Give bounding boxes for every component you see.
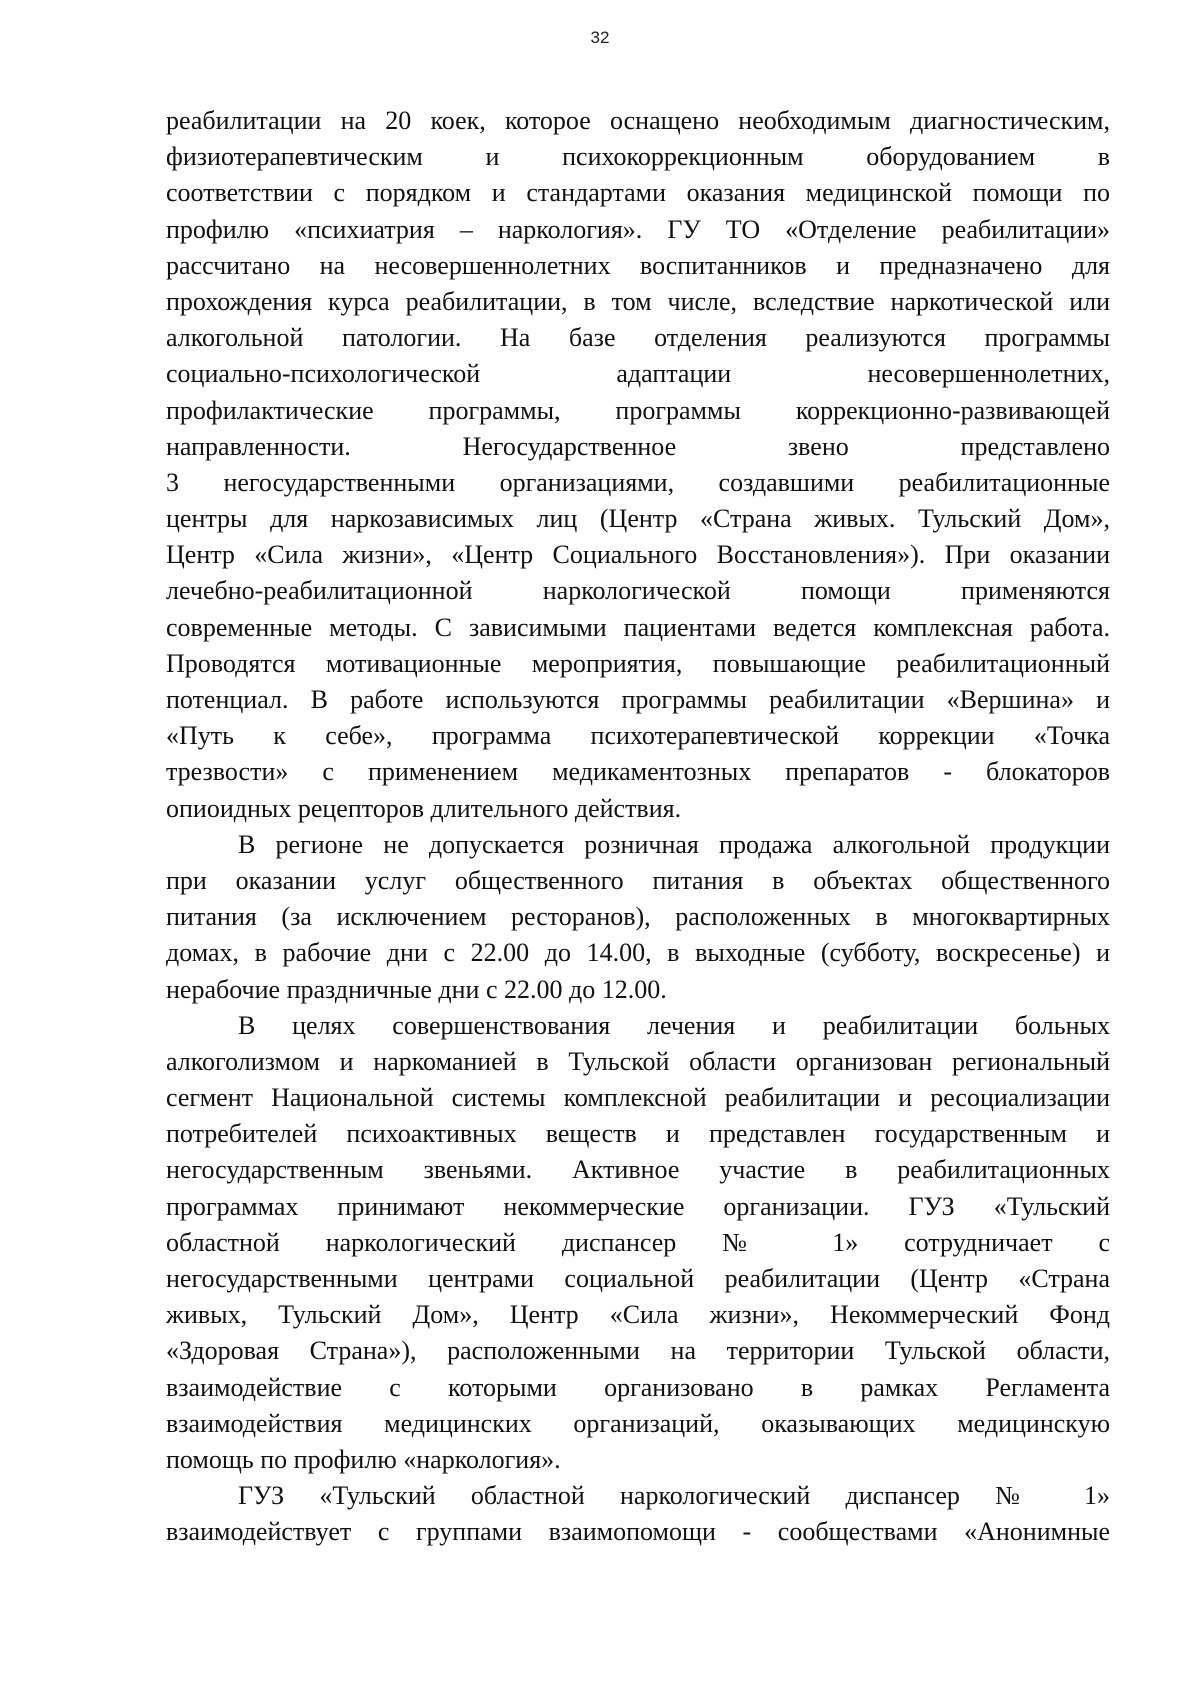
text-line: взаимодействие с которыми организовано в рамках Регламента bbox=[166, 1372, 1110, 1402]
text-line: ГУЗ «Тульский областной наркологический диспансер № 1» bbox=[238, 1481, 1110, 1511]
text-line: алкогольной патологии. На базе отделения реализуются программы bbox=[166, 323, 1110, 353]
text-line: Проводятся мотивационные мероприятия, повышающие реабилитационный bbox=[166, 648, 1110, 678]
text-line: «Путь к себе», программа психотерапевтической коррекции «Точка bbox=[166, 721, 1110, 751]
text-line: взаимодействует с группами взаимопомощи - сообществами «Анонимные bbox=[166, 1517, 1110, 1547]
text-line: живых, Тульский Дом», Центр «Сила жизни», Некоммерческий Фонд bbox=[166, 1300, 1110, 1330]
text-line: питания (за исключением ресторанов), расположенных в многоквартирных bbox=[166, 902, 1110, 932]
text-line: областной наркологический диспансер № 1» сотрудничает с bbox=[166, 1227, 1110, 1257]
text-line: В регионе не допускается розничная продажа алкогольной продукции bbox=[238, 829, 1110, 859]
text-line: рассчитано на несовершеннолетних воспитанников и предназначено для bbox=[166, 250, 1110, 280]
text-line: 3 негосударственными организациями, создавшими реабилитационные bbox=[166, 467, 1110, 497]
text-line: программах принимают некоммерческие организации. ГУЗ «Тульский bbox=[166, 1191, 1110, 1221]
text-line: опиоидных рецепторов длительного действия. bbox=[166, 793, 682, 823]
text-line: социально-психологической адаптации несовершеннолетних, bbox=[166, 359, 1110, 389]
text-line: негосударственным звеньями. Активное участие в реабилитационных bbox=[166, 1155, 1110, 1185]
document-body bbox=[166, 103, 1110, 1551]
text-line: при оказании услуг общественного питания в объектах общественного bbox=[166, 865, 1110, 895]
text-line: алкоголизмом и наркоманией в Тульской области организован региональный bbox=[166, 1046, 1110, 1076]
text-line: помощь по профилю «наркология». bbox=[166, 1444, 561, 1474]
text-line: потребителей психоактивных веществ и представлен государственным и bbox=[166, 1119, 1110, 1149]
text-line: негосударственными центрами социальной реабилитации (Центр «Страна bbox=[166, 1264, 1110, 1293]
text-line: профилактические программы, программы коррекционно-развивающей bbox=[166, 395, 1110, 425]
text-line: современные методы. С зависимыми пациентами ведется комплексная работа. bbox=[166, 612, 1110, 642]
text-line: «Здоровая Страна»), расположенными на территории Тульской области, bbox=[166, 1336, 1110, 1366]
text-line: соответствии с порядком и стандартами оказания медицинской помощи по bbox=[166, 178, 1110, 208]
text-line: домах, в рабочие дни с 22.00 до 14.00, в выходные (субботу, воскресенье) и bbox=[166, 938, 1110, 968]
text-line: прохождения курса реабилитации, в том числе, вследствие наркотической или bbox=[166, 286, 1110, 316]
text-line: профилю «психиатрия – наркология». ГУ ТО «Отделение реабилитации» bbox=[166, 214, 1110, 244]
text-line: взаимодействия медицинских организаций, оказывающих медицинскую bbox=[166, 1408, 1110, 1438]
text-line: трезвости» с применением медикаментозных препаратов - блокаторов bbox=[166, 757, 1110, 787]
page-number: 32 bbox=[590, 28, 610, 47]
text-line: В целях совершенствования лечения и реабилитации больных bbox=[238, 1010, 1110, 1040]
text-line: физиотерапевтическим и психокоррекционным оборудованием в bbox=[166, 142, 1110, 172]
text-line: лечебно-реабилитационной наркологической помощи применяются bbox=[166, 576, 1110, 606]
text-line: направленности. Негосударственное звено представлено bbox=[166, 431, 1110, 461]
text-line: реабилитации на 20 коек, которое оснащено необходимым диагностическим, bbox=[166, 106, 1110, 135]
text-line: центры для наркозависимых лиц (Центр «Страна живых. Тульский Дом», bbox=[166, 504, 1110, 534]
text-line: сегмент Национальной системы комплексной реабилитации и ресоциализации bbox=[166, 1083, 1110, 1113]
text-line: потенциал. В работе используются программы реабилитации «Вершина» и bbox=[166, 685, 1110, 714]
text-line: Центр «Сила жизни», «Центр Социального Восстановления»). При оказании bbox=[166, 540, 1110, 570]
text-line: нерабочие праздничные дни с 22.00 до 12.00. bbox=[166, 974, 667, 1004]
